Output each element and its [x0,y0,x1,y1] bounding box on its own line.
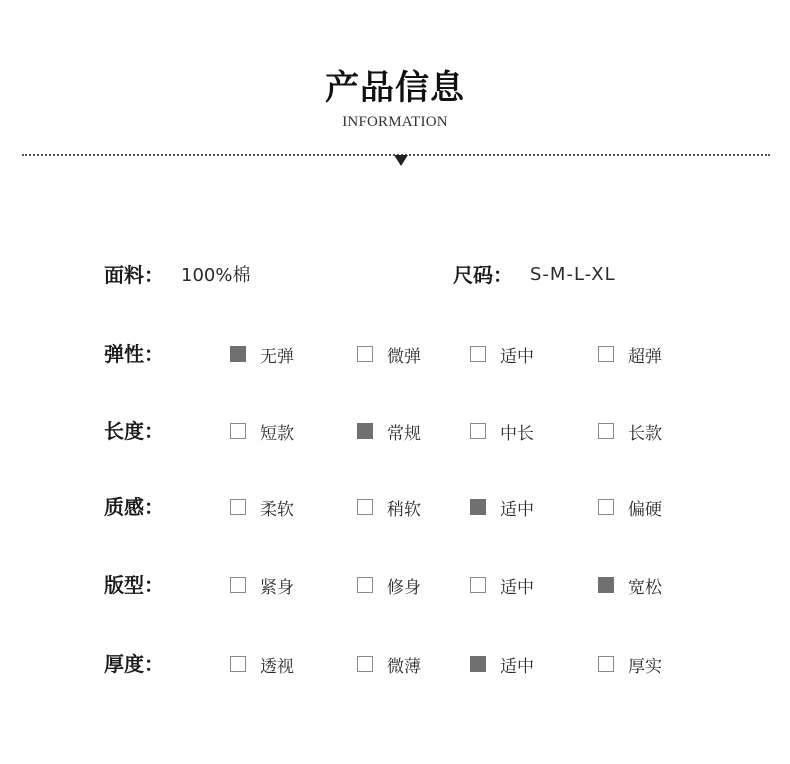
elasticity-option[interactable] [230,340,294,368]
option-label: 紧身 [260,577,294,598]
thickness-option[interactable] [598,650,662,678]
checkbox-checked-icon[interactable] [470,656,486,672]
checkbox-checked-icon[interactable] [357,423,373,439]
triangle-down-icon [394,155,408,166]
fit-option[interactable] [470,571,534,599]
length-option[interactable] [230,417,294,445]
option-label: 适中 [500,499,534,520]
thickness-option[interactable] [470,650,534,678]
checkbox-empty-icon[interactable] [230,499,246,515]
fit-label: 版型： [104,573,164,597]
fabric-label: 面料： [104,263,164,287]
page-title: 产品信息 [325,68,465,108]
option-label: 厚实 [628,656,662,677]
texture-option[interactable] [357,493,421,521]
option-label: 偏硬 [628,499,662,520]
fit-option[interactable] [598,571,662,599]
texture-option[interactable] [470,493,534,521]
length-label: 长度： [104,419,164,443]
checkbox-empty-icon[interactable] [598,656,614,672]
option-label: 宽松 [628,577,662,598]
fit-option[interactable] [230,571,294,599]
length-option[interactable] [598,417,662,445]
elasticity-option[interactable] [357,340,421,368]
option-label: 稍软 [387,499,421,520]
checkbox-empty-icon[interactable] [357,656,373,672]
option-label: 超弹 [628,346,662,367]
checkbox-empty-icon[interactable] [357,577,373,593]
checkbox-empty-icon[interactable] [470,577,486,593]
option-label: 适中 [500,577,534,598]
texture-option[interactable] [598,493,662,521]
thickness-option[interactable] [230,650,294,678]
thickness-label: 厚度： [104,652,164,676]
option-label: 中长 [500,423,534,444]
length-option[interactable] [357,417,421,445]
option-label: 无弹 [260,346,294,367]
checkbox-empty-icon[interactable] [598,346,614,362]
option-label: 常规 [387,423,421,444]
checkbox-empty-icon[interactable] [230,577,246,593]
option-label: 短款 [260,423,294,444]
page-subtitle: INFORMATION [342,114,448,130]
option-label: 透视 [260,656,294,677]
option-label: 修身 [387,577,421,598]
option-label: 适中 [500,346,534,367]
option-label: 微弹 [387,346,421,367]
option-label: 长款 [628,423,662,444]
elasticity-option[interactable] [470,340,534,368]
checkbox-checked-icon[interactable] [230,346,246,362]
checkbox-checked-icon[interactable] [598,577,614,593]
checkbox-empty-icon[interactable] [470,346,486,362]
size-value: S-M-L-XL [530,264,616,285]
texture-option[interactable] [230,493,294,521]
thickness-option[interactable] [357,650,421,678]
checkbox-empty-icon[interactable] [470,423,486,439]
length-option[interactable] [470,417,534,445]
elasticity-option[interactable] [598,340,662,368]
option-label: 微薄 [387,656,421,677]
fit-option[interactable] [357,571,421,599]
option-label: 柔软 [260,499,294,520]
checkbox-checked-icon[interactable] [470,499,486,515]
checkbox-empty-icon[interactable] [357,499,373,515]
checkbox-empty-icon[interactable] [230,423,246,439]
texture-label: 质感： [104,495,164,519]
checkbox-empty-icon[interactable] [357,346,373,362]
checkbox-empty-icon[interactable] [598,423,614,439]
checkbox-empty-icon[interactable] [230,656,246,672]
size-label: 尺码： [453,263,513,287]
elasticity-label: 弹性： [104,342,164,366]
checkbox-empty-icon[interactable] [598,499,614,515]
fabric-value: 100%棉 [181,265,251,286]
option-label: 适中 [500,656,534,677]
